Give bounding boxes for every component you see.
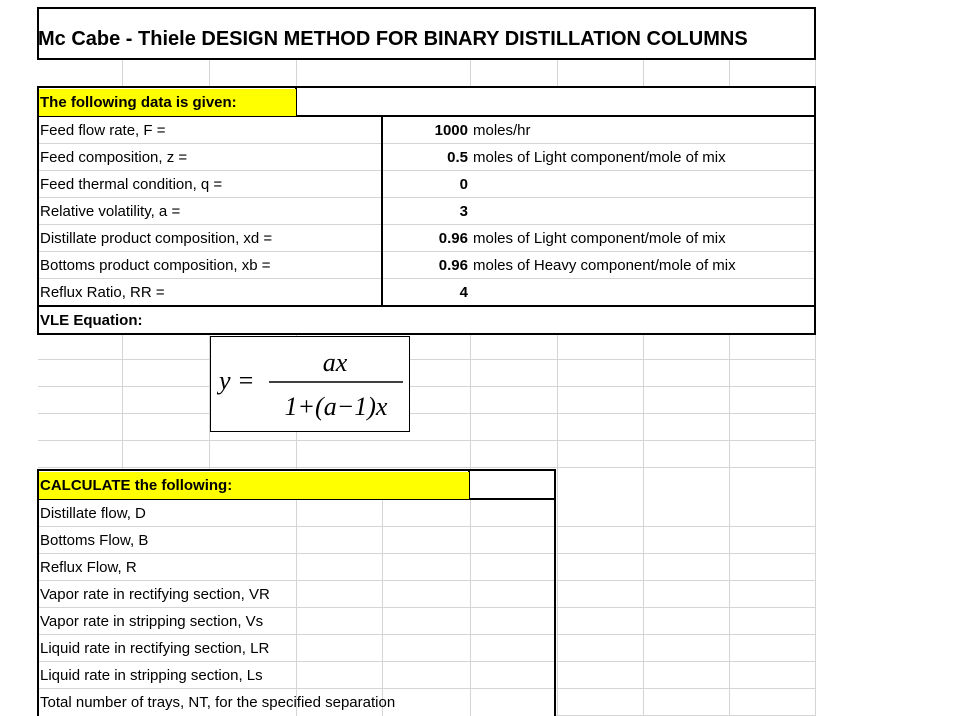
given-row-unit: moles of Heavy component/mole of mix	[473, 257, 736, 274]
calculate-row: Liquid rate in stripping section, Ls	[40, 667, 263, 684]
given-row-unit: moles/hr	[473, 122, 531, 139]
equation-numerator: ax	[322, 348, 348, 377]
page-title: Mc Cabe - Thiele DESIGN METHOD FOR BINARY DISTILLATION COLUMNS	[38, 28, 748, 50]
calculate-row: Total number of trays, NT, for the specified separation	[40, 694, 396, 711]
given-row-value[interactable]: 4	[459, 284, 468, 301]
given-row-value[interactable]: 0.96	[438, 257, 468, 274]
given-row-label: Feed thermal condition, q =	[40, 176, 223, 193]
given-row-label: Bottoms product composition, xb =	[40, 257, 271, 274]
calculate-row: Vapor rate in stripping section, Vs	[40, 613, 264, 630]
given-row-value[interactable]: 1000	[434, 122, 468, 139]
vle-equation	[211, 337, 409, 431]
given-row-value[interactable]: 3	[459, 203, 468, 220]
equation-denominator: 1+(a−1)x	[284, 392, 388, 421]
calculate-row: Liquid rate in rectifying section, LR	[40, 640, 270, 657]
given-row-value[interactable]: 0.5	[447, 149, 468, 166]
given-row-label: Reflux Ratio, RR =	[40, 284, 165, 301]
given-row-label: Distillate product composition, xd =	[40, 230, 273, 247]
calculate-row: Vapor rate in rectifying section, VR	[40, 586, 270, 603]
calculate-row: Bottoms Flow, B	[40, 532, 149, 549]
given-header: The following data is given:	[39, 89, 296, 116]
vle-label: VLE Equation:	[40, 312, 143, 329]
given-row-value[interactable]: 0.96	[438, 230, 468, 247]
given-row-label: Relative volatility, a =	[40, 203, 181, 220]
given-row-label: Feed composition, z =	[40, 149, 188, 166]
given-row-unit: moles of Light component/mole of mix	[473, 230, 726, 247]
calculate-row: Reflux Flow, R	[40, 559, 137, 576]
vle-equation-box[interactable]	[210, 336, 410, 432]
equation-lhs: y =	[219, 366, 255, 395]
calculate-row: Distillate flow, D	[40, 505, 146, 522]
calculate-header: CALCULATE the following:	[39, 472, 469, 499]
given-row-value[interactable]: 0	[459, 176, 468, 193]
given-row-label: Feed flow rate, F =	[40, 122, 166, 139]
given-row-unit: moles of Light component/mole of mix	[473, 149, 726, 166]
